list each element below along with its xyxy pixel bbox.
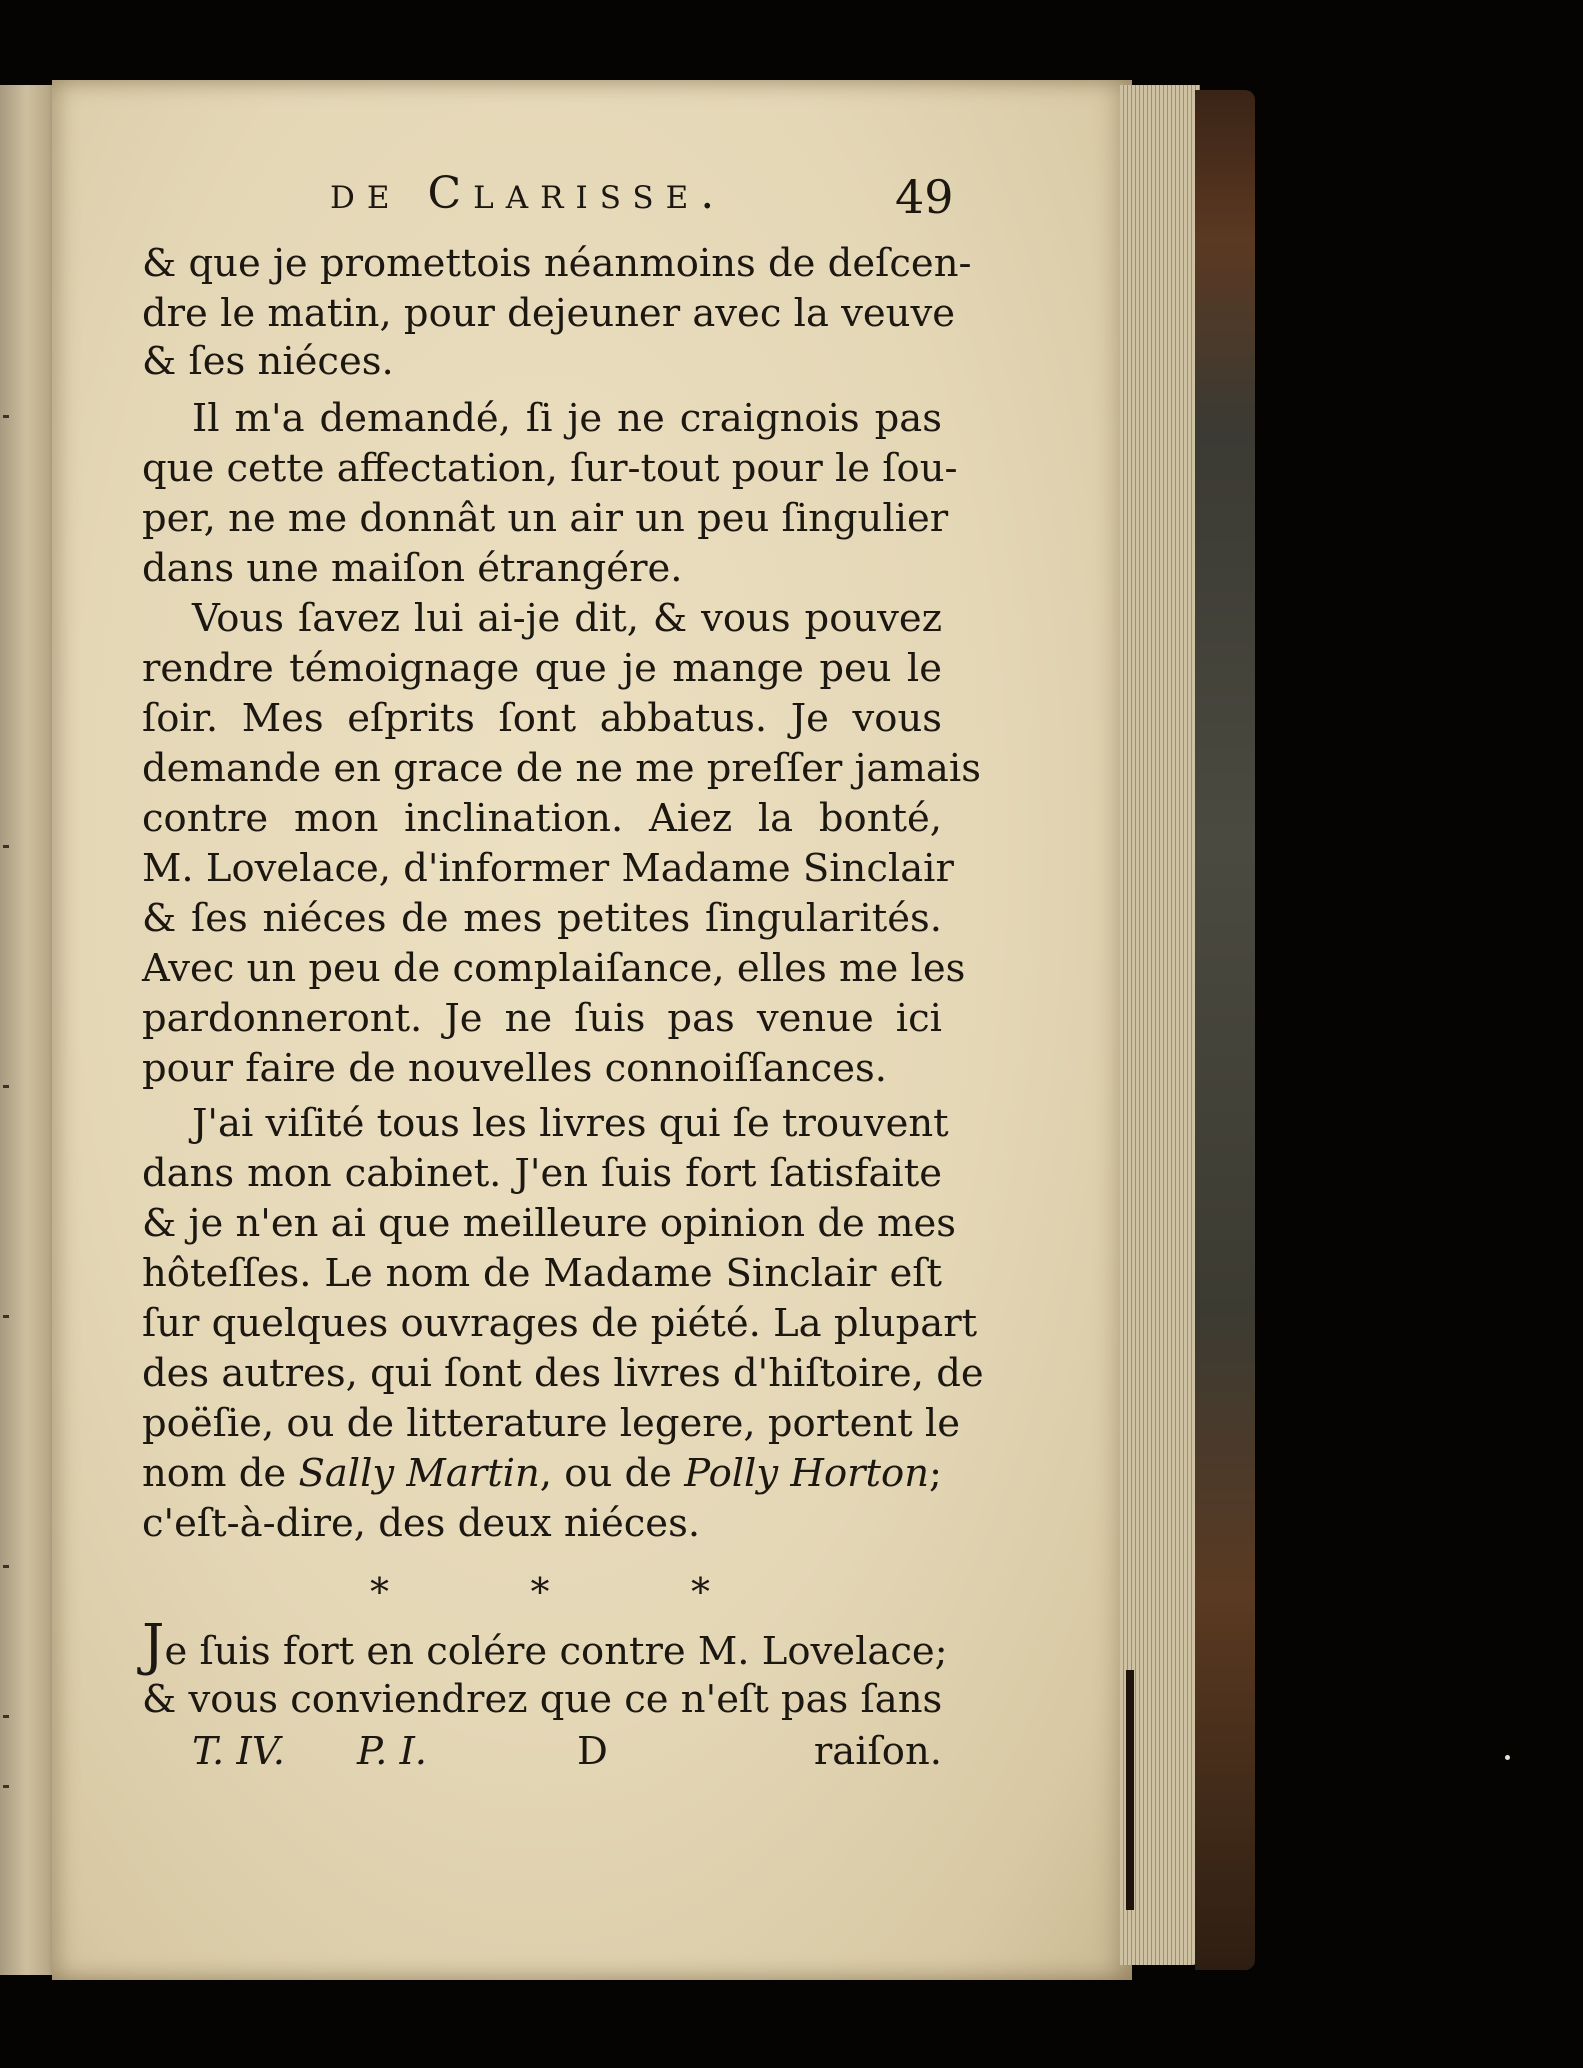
text-line: dans une maiſon étrangére. [142,546,683,591]
text-line: c'eſt-à-dire, des deux niéces. [142,1501,701,1546]
asterisk: * [530,1570,550,1614]
text-line: ſoir. Mes eſprits ſont abbatus. Je vous [142,696,942,741]
names-pre: nom de [142,1451,287,1496]
running-head: de Clarisse. [330,168,727,219]
text-line: poëſie, ou de litterature legere, portent le [142,1401,960,1446]
name-sally-martin: Sally Martin [298,1451,540,1496]
text-line: J'ai viſité tous les livres qui ſe trouvent [192,1101,949,1146]
text-line: demande en grace de ne me preſſer jamais [142,746,981,791]
text-line: des autres, qui ſont des livres d'hiſtoire, de [142,1351,984,1396]
text-line: & ſes niéces. [142,339,394,384]
text-line: & je n'en ai que meilleure opinion de mes [142,1201,957,1246]
text-line: contre mon inclination. Aiez la bonté, [142,796,942,841]
section-separator [370,1570,710,1614]
text-line-names [142,1450,942,1498]
drop-cap: J [142,1613,165,1678]
section-first-line [142,1613,948,1678]
text-line: dre le matin, pour dejeuner avec la veuve [142,291,956,336]
volume-mark: T. IV. [192,1729,286,1774]
catchword: raiſon. [813,1729,942,1774]
signature-letter: D [577,1729,608,1774]
text-line: rendre témoignage que je mange peu le [142,646,942,691]
text-line: dans mon cabinet. J'en ſuis fort ſatisfaite [142,1151,942,1196]
text-line: & que je promettois néanmoins de deſcen- [142,241,972,286]
text-line: Avec un peu de complaiſance, elles me les [142,946,966,991]
names-post: ; [929,1451,942,1496]
part-mark: P. I. [357,1729,428,1774]
text-line: per, ne me donnât un air un peu ſingulier [142,496,949,541]
name-polly-horton: Polly Horton [684,1451,929,1496]
text-line: ſur quelques ouvrages de piété. La plupart [142,1301,978,1346]
text-line: pour faire de nouvelles connoiſſances. [142,1046,887,1091]
text-line: Vous ſavez lui ai-je dit, & vous pouvez [192,596,942,641]
text-line: pardonneront. Je ne ſuis pas venue ici [142,996,942,1041]
asterisk: * [691,1570,710,1614]
names-mid: , ou de [539,1451,672,1496]
text-line: que cette affectation, ſur-tout pour le ſou- [142,446,958,491]
text-line: hôteſſes. Le nom de Madame Sinclair eſt [142,1251,942,1296]
page-number: 49 [895,170,954,224]
asterisk: * [370,1570,389,1614]
text-line: M. Lovelace, d'informer Madame Sinclair [142,846,954,891]
text-line: & ſes niéces de mes petites ſingularités. [142,896,942,941]
text-line: Il m'a demandé, ſi je ne craignois pas [192,396,942,441]
first-line-rest: e ſuis fort en colére contre M. Lovelace; [164,1629,948,1674]
text-line: & vous conviendrez que ce n'eſt pas ſans [142,1677,943,1722]
